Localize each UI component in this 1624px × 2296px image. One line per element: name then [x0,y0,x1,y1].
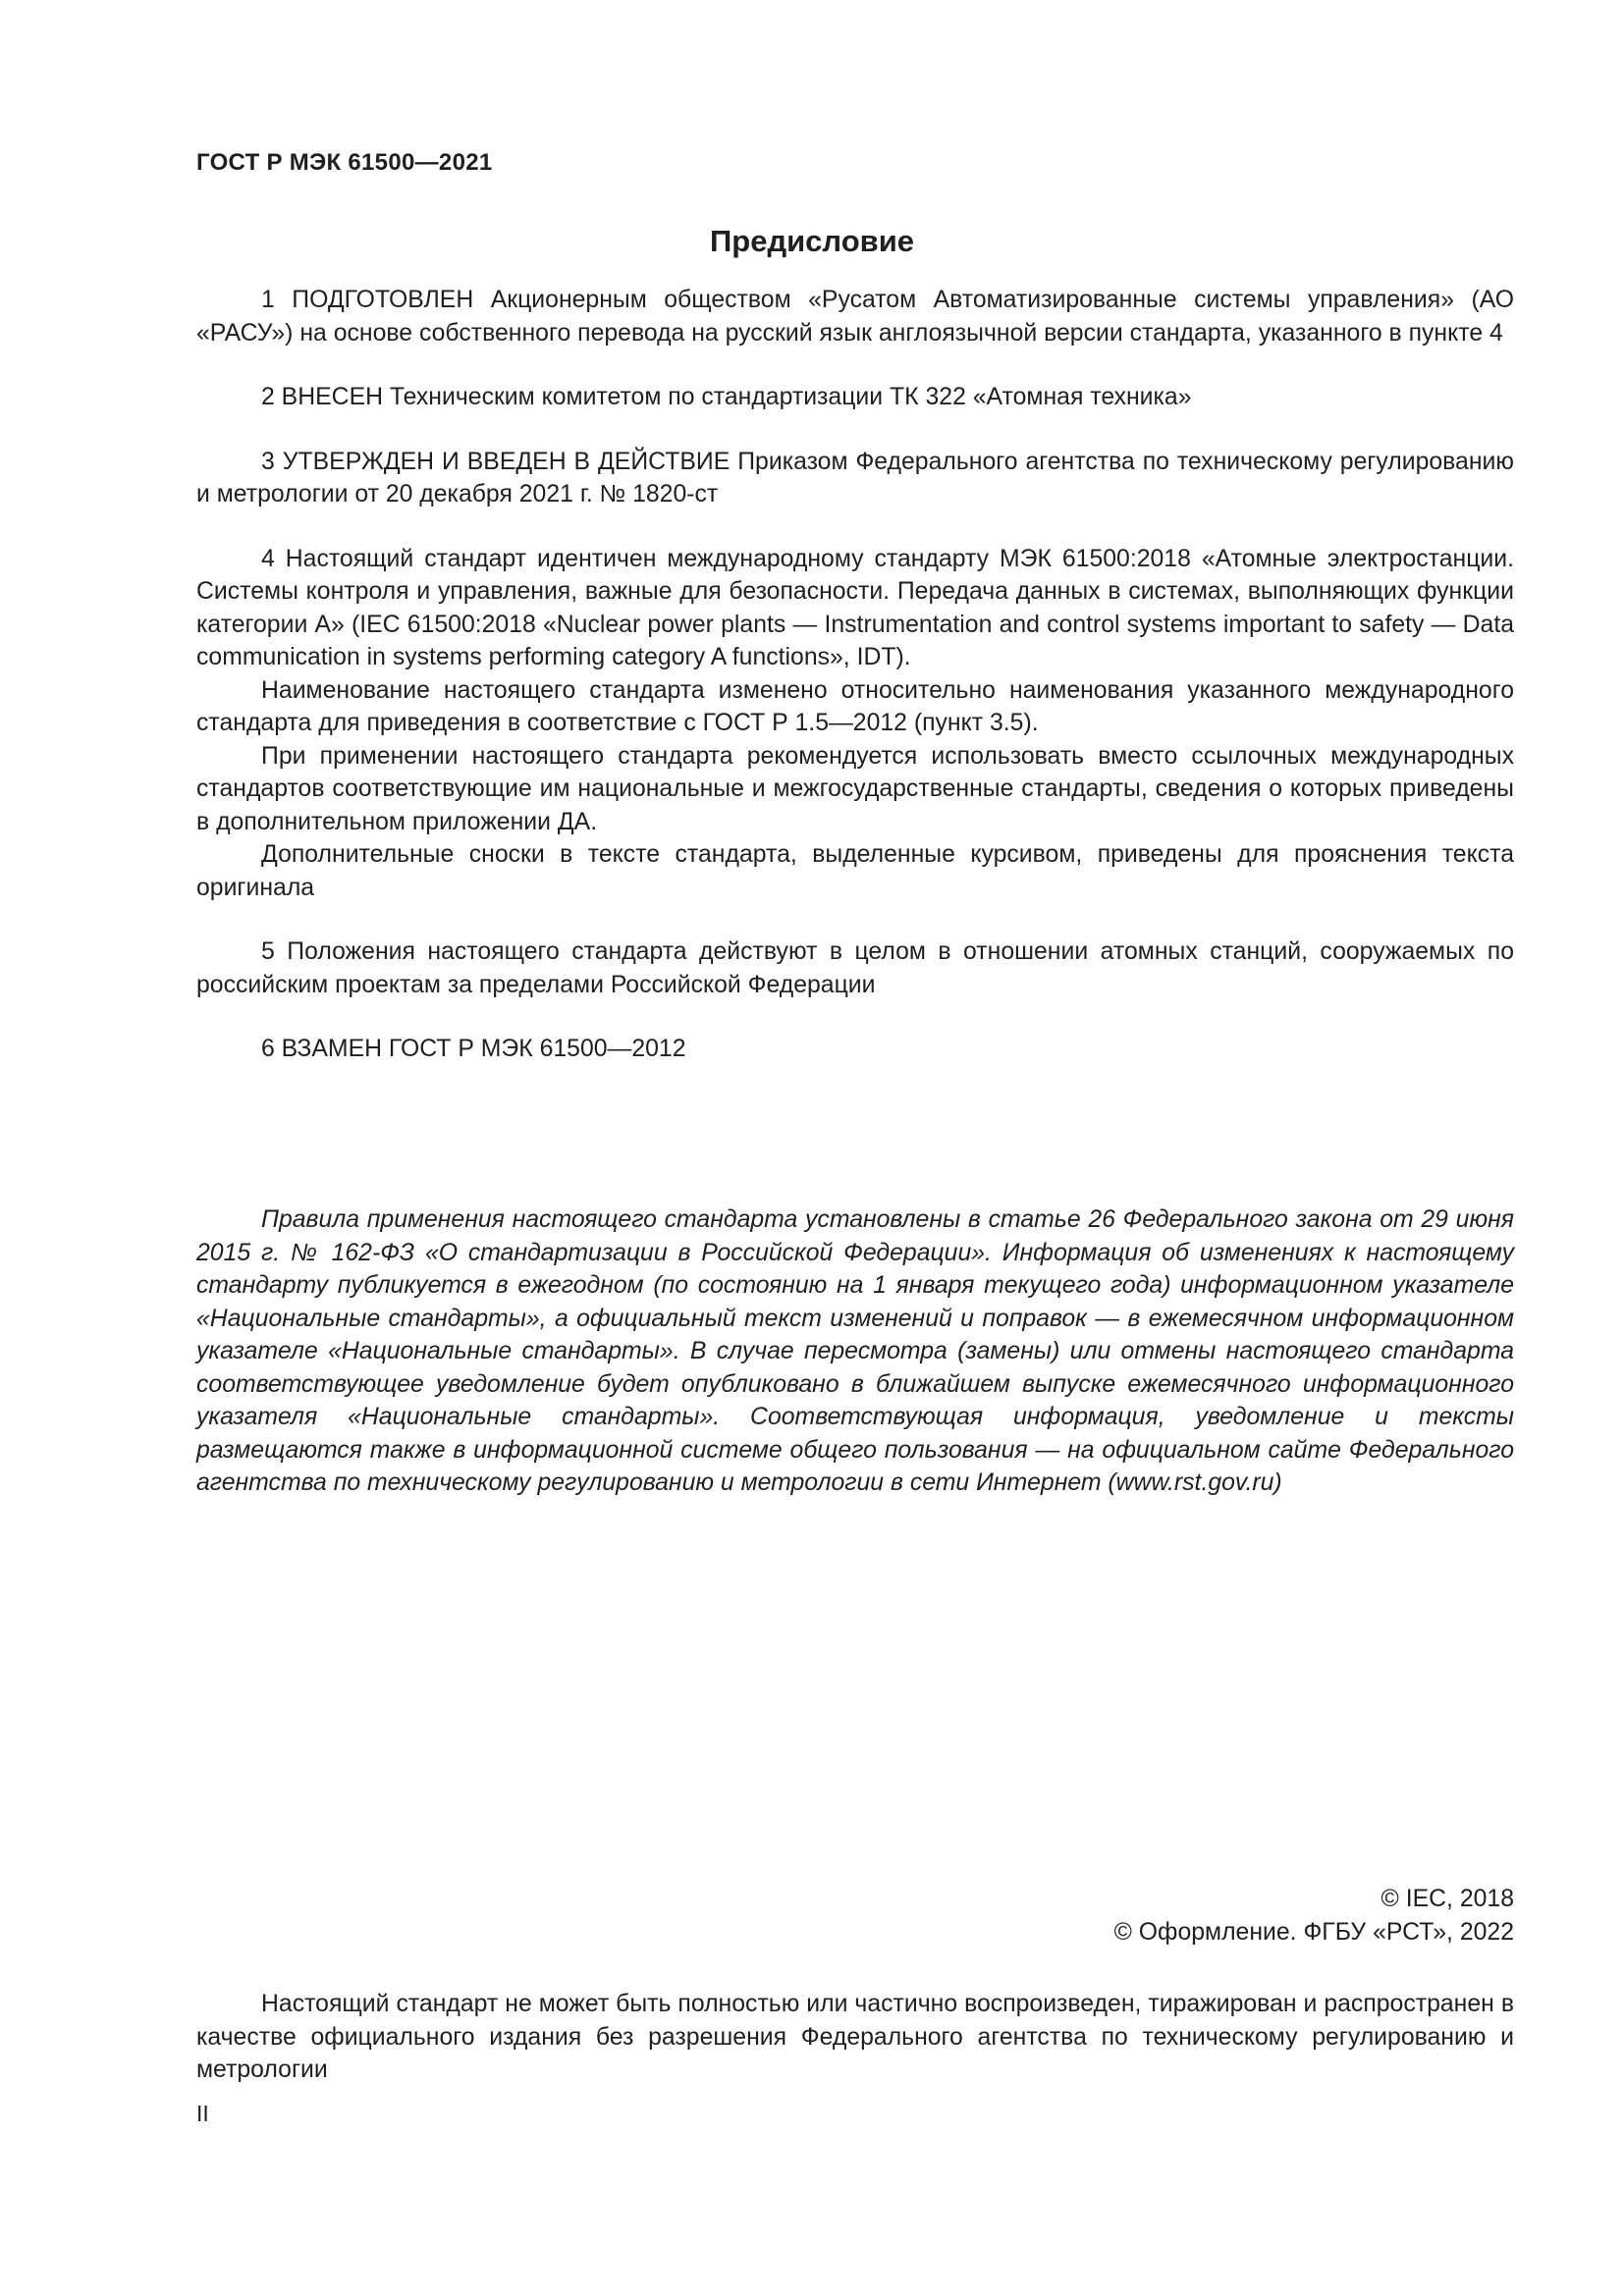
paragraph-prepared: 1 ПОДГОТОВЛЕН Акционерным обществом «Русатом Автоматизированные системы управления» (АО «РАСУ») на основе собственного перевода на русский язык англоязычной версии стандарта, указанного в пункте 4 [196,287,1514,347]
foreword-body [196,284,1514,1066]
document-code-header: ГОСТ Р МЭК 61500—2021 [196,149,493,176]
rights-statement [196,1988,1514,2087]
page-number: II [196,2101,209,2126]
paragraph-references: При применении настоящего стандарта рекомендуется использовать вместо ссылочных международных стандартов соответствующие им национальные и межгосударственные стандарты, сведения о которых приведены в дополнительном приложении ДА. [196,742,1514,835]
paragraph-submitted: 2 ВНЕСЕН Техническим комитетом по стандартизации ТК 322 «Атомная техника» [261,384,1192,410]
paragraph-footnotes: Дополнительные сноски в тексте стандарта, выделенные курсивом, приведены для прояснения текста оригинала [196,841,1514,901]
paragraph-replaces: 6 ВЗАМЕН ГОСТ Р МЭК 61500—2012 [261,1036,686,1062]
paragraph-name-changed: Наименование настоящего стандарта изменено относительно наименования указанного международного стандарта для приведения в соответствие с ГОСТ Р 1.5—2012 (пункт 3.5). [196,676,1514,736]
paragraph-scope: 5 Положения настоящего стандарта действуют в целом в отношении атомных станций, сооружаемых по российским проектам за пределами Российской Федерации [196,938,1514,998]
copyright-design: © Оформление. ФГБУ «РСТ», 2022 [1113,1918,1514,1946]
paragraph-approved: 3 УТВЕРЖДЕН И ВВЕДЕН В ДЕЙСТВИЕ Приказом Федерального агентства по техническому регулированию и метрологии от 20 декабря 2021 г. № 1820-ст [196,448,1514,507]
paragraph-identical: 4 Настоящий стандарт идентичен международному стандарту МЭК 61500:2018 «Атомные электростанции. Системы контроля и управления, важные для безопасности. Передача данных в системах, выполняющих функции категории А» (IEC 61500:2018 «Nuclear power plants — Instrumentation and control systems important to safety — Data communication in systems performing category A functions», IDT). [196,545,1514,670]
copyright-block [1114,1883,1514,1949]
page-title: Предисловие [709,224,914,258]
application-rules-notice [196,1203,1514,1500]
rights-text: Настоящий стандарт не может быть полностью или частично воспроизведен, тиражирован и распространен в качестве официального издания без разрешения Федерального агентства по техническому регулированию и метрологии [196,1991,1514,2083]
notice-text: Правила применения настоящего стандарта установлены в статье 26 Федерального закона от 29 июня 2015 г. № 162-ФЗ «О стандартизации в Российской Федерации». Информация об изменениях к настоящему стандарту публикуется в ежегодном (по состоянию на 1 января текущего года) информационном указателе «Национальные стандарты», а официальный текст изменений и поправок — в ежемесячном информационном указателе «Национальные стандарты». В случае пересмотра (замены) или отмены настоящего стандарта соответствующее уведомление будет опубликовано в ближайшем выпуске ежемесячного информационного указателя «Национальные стандарты». Соответствующая информация, уведомление и тексты размещаются также в информационной системе общего пользования — на официальном сайте Федерального агентства по техническому регулированию и метрологии в сети Интернет (www.rst.gov.ru) [196,1206,1514,1496]
copyright-iec: © IEC, 2018 [1380,1886,1514,1912]
